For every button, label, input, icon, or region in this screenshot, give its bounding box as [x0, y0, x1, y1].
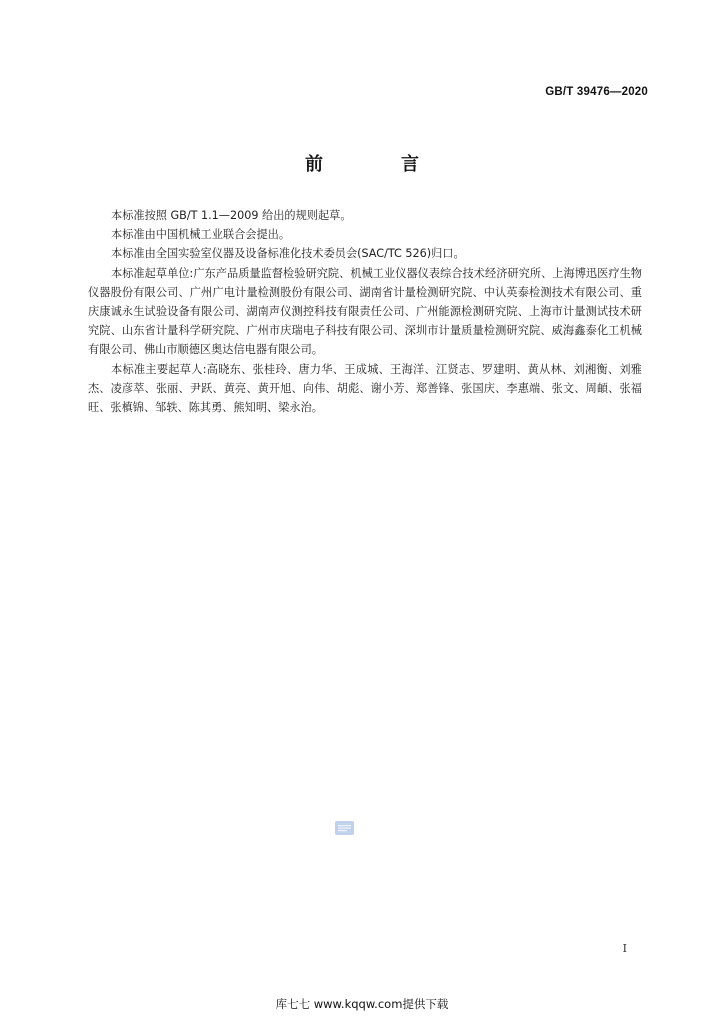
paragraph-proposer: 本标准由中国机械工业联合会提出。 [111, 228, 291, 242]
page-title: 前 言 [305, 154, 449, 175]
paragraph-drafting-rules: 本标准按照 GB/T 1.1—2009 给出的规则起草。 [111, 209, 352, 222]
download-footer: 库七七 www.kqqw.com提供下载 [275, 997, 449, 1011]
standard-code: GB/T 39476—2020 [545, 86, 648, 98]
watermark-logo-icon [335, 821, 354, 835]
paragraph-drafting-units: 本标准起草单位:广东产品质量监督检验研究院、机械工业仪器仪表综合技术经济研究所、上海博迅医疗生物仪器股份有限公司、广州广电计量检测股份有限公司、湖南省计量检测研究院、中认英泰检测技术有限公司、重庆康诚永生试验设备有限公司、湖南声仪测控科技有限责任公司、广州能源检测研究院、上海市计量测试技术研究院、山东省计量科学研究院、广州市庆瑞电子科技有限公司、深圳市计量质量检测研究院、威海鑫泰化工机械有限公司、佛山市顺德区奥达信电器有限公司。 [88, 266, 642, 357]
paragraph-committee: 本标准由全国实验室仪器及设备标准化技术委员会(SAC/TC 526)归口。 [111, 247, 465, 261]
foreword-body [88, 206, 642, 417]
page-number: I [622, 942, 627, 955]
paragraph-drafters: 本标准主要起草人:高晓东、张桂玲、唐力华、王成城、王海洋、江贤志、罗建明、黄从林、刘湘衡、刘雅杰、凌彦萃、张丽、尹跃、黄亮、黄开旭、向伟、胡彪、谢小芳、郑善锋、张国庆、李惠端、张文、周頔、张福旺、张槙锦、邹轶、陈其勇、熊知明、梁永治。 [88, 362, 642, 415]
